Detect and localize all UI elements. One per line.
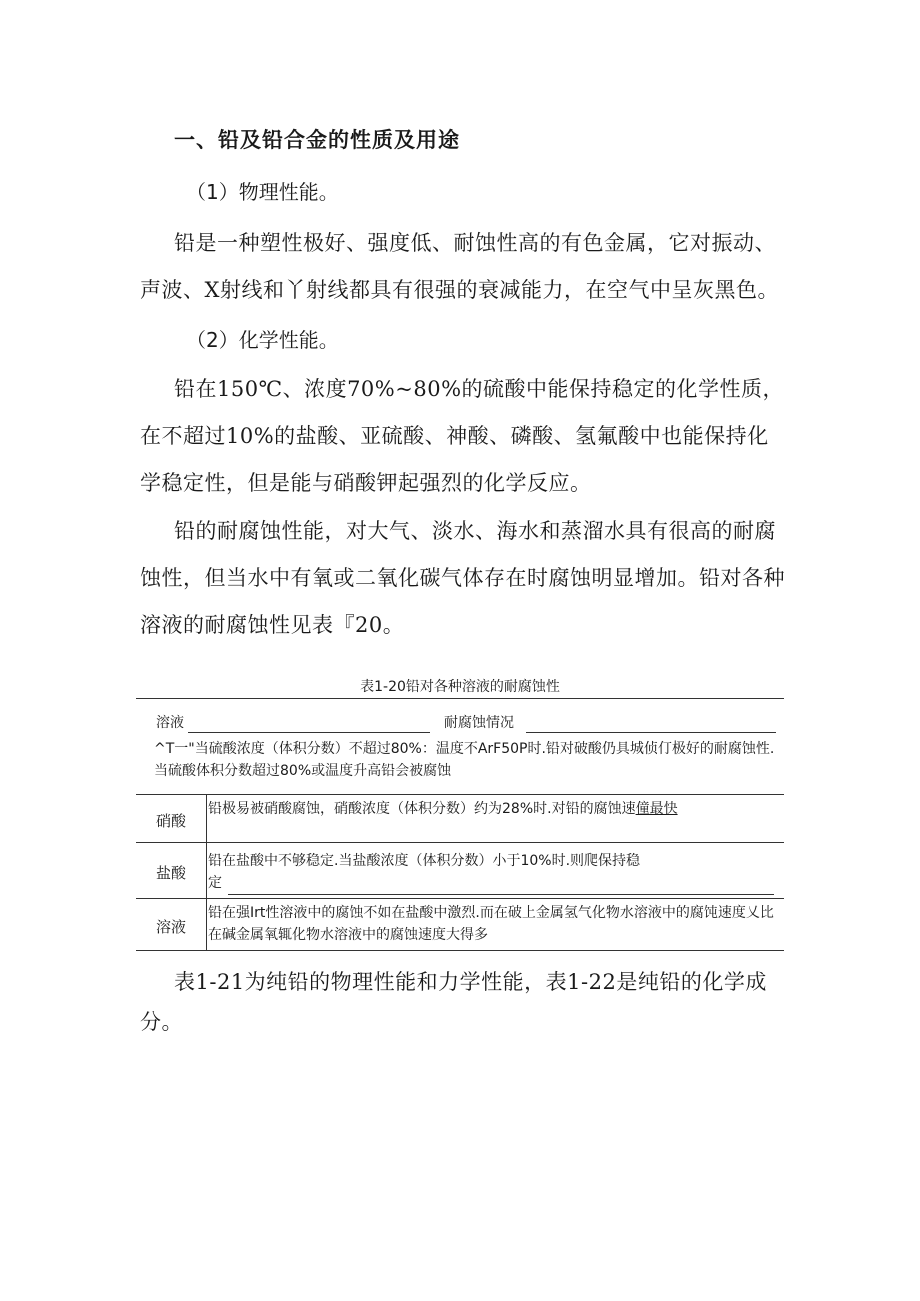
closing-paragraph: 表1-21为纯铅的物理性能和力学性能，表1-22是纯铅的化学成分。: [140, 970, 767, 1034]
row-text-underlined: 僮最快: [635, 801, 678, 817]
subheading-physical: （1）物理性能。: [186, 180, 339, 204]
header-underline-1: [188, 732, 430, 733]
table-row-text: [208, 850, 780, 894]
row-underline: [228, 894, 774, 895]
table-header-corrosion: 耐腐蚀情况: [444, 715, 514, 731]
table-header-solution: 溶液: [156, 715, 184, 731]
row-text-part: 铅极易被硝酸腐蚀，硝酸浓度（体积分数）约为28%时.对铅的腐蚀速: [208, 801, 636, 817]
table-row-label: 盐酸: [155, 864, 186, 882]
header-underline-2: [526, 732, 776, 733]
paragraph-physical: 铅是一种塑性极好、强度低、耐蚀性高的有色金属，它对振动、声波、X射线和丫射线都具有很强的衰减能力，在空气中呈灰黑色。: [140, 231, 779, 302]
table-top-rule: [136, 698, 784, 699]
table-row-label: 溶液: [155, 918, 186, 936]
table-bottom-rule: [136, 950, 784, 951]
subheading-chemical: （2）化学性能。: [186, 328, 339, 352]
table-row-text: [208, 798, 780, 820]
table-column-divider: [206, 794, 207, 950]
row-divider: [136, 898, 784, 899]
row-divider: [136, 794, 784, 795]
table-caption: 表1-20铅对各种溶液的耐腐蚀性: [360, 679, 560, 695]
row-text-part: 定: [208, 875, 222, 891]
row-divider: [136, 842, 784, 843]
paragraph-chemical: 铅在150℃、浓度70%~80%的硫酸中能保持稳定的化学性质，在不超过10%的盐酸、亚硫酸、神酸、磷酸、氢氟酸中也能保持化学稳定性，但是能与硝酸钾起强烈的化学反应。: [140, 377, 785, 495]
table-row-label: 硝酸: [155, 812, 186, 830]
table-row-sulfuric: ^T一"当硫酸浓度（体积分数）不超过80%：温度不ArF50P时.铅对破酸仍具城侦仃极好的耐腐蚀性.当硫酸体积分数超过80%或温度升高铅会被腐蚀: [154, 741, 775, 779]
section-heading: 一、铅及铅合金的性质及用途: [174, 128, 460, 152]
table-row-text: 铅在强Irt性溶液中的腐蚀不如在盐酸中激烈.而在破上金属氢气化物水溶液中的腐饨速度乂比在碱金属氧辄化物水溶液中的腐蚀速度大得多: [208, 905, 774, 943]
paragraph-corrosion: 铅的耐腐蚀性能，对大气、淡水、海水和蒸溜水具有很高的耐腐蚀性，但当水中有氧或二氧化碳气体存在时腐蚀明显增加。铅对各种溶液的耐腐蚀性见表『20。: [140, 519, 785, 637]
row-text-part: 铅在盐酸中不够稳定.当盐酸浓度（体积分数）小于10%时.则爬保持稳: [208, 853, 641, 869]
